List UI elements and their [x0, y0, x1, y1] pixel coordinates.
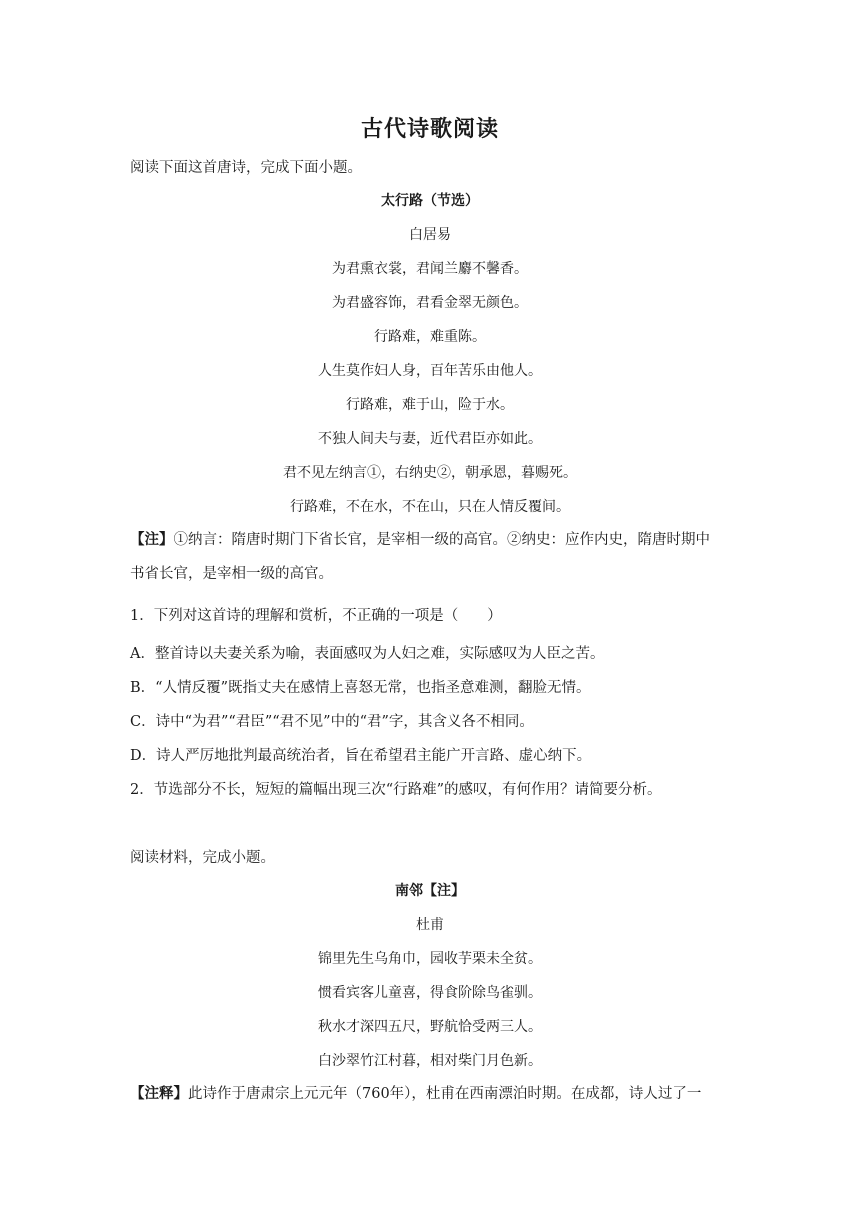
poem1-title: 太行路（节选） — [381, 193, 479, 209]
poem1-note-cont: 书省长官，是宰相一级的高官。 — [130, 566, 333, 582]
page-title: 古代诗歌阅读 — [360, 116, 499, 142]
poem2-title-text: 南邻 — [395, 883, 423, 899]
note-text: 此诗作于唐肃宗上元元年（760年），杜甫在西南漂泊时期。在成都，诗人过了一 — [188, 1086, 702, 1102]
option-a: A．整首诗以夫妻关系为喻，表面感叹为人妇之难，实际感叹为人臣之苦。 — [130, 646, 605, 662]
poem2-author: 杜甫 — [416, 917, 444, 933]
poem1-line: 为君盛容饰，君看金翠无颜色。 — [332, 295, 528, 311]
question-1: 1．下列对这首诗的理解和赏析，不正确的一项是（ ） — [130, 608, 502, 624]
poem2-title-note: 【注】 — [423, 883, 465, 899]
poem2-line: 秋水才深四五尺，野航恰受两三人。 — [318, 1019, 542, 1035]
poem1-note — [130, 528, 730, 549]
note-label: 【注】 — [130, 531, 174, 548]
section1-intro: 阅读下面这首唐诗，完成下面小题。 — [130, 160, 362, 176]
option-d: D．诗人严厉地批判最高统治者，旨在希望君主能广开言路、虚心纳下。 — [130, 748, 592, 764]
poem1-line: 行路难，难于山，险于水。 — [346, 397, 514, 413]
note-label: 【注释】 — [130, 1085, 188, 1102]
poem2-line: 白沙翠竹江村暮，相对柴门月色新。 — [318, 1053, 542, 1069]
question-2: 2．节选部分不长，短短的篇幅出现三次“行路难”的感叹，有何作用？请简要分析。 — [130, 782, 662, 798]
poem1-author: 白居易 — [409, 227, 451, 243]
poem2-line: 惯看宾客儿童喜，得食阶除鸟雀驯。 — [318, 985, 542, 1001]
section2-intro: 阅读材料，完成小题。 — [130, 850, 275, 866]
option-b: B．“人情反覆”既指丈夫在感情上喜怒无常，也指圣意难测，翻脸无情。 — [130, 680, 591, 696]
note-text: ①纳言：隋唐时期门下省长官，是宰相一级的高官。②纳史：应作内史，隋唐时期中 — [173, 532, 710, 548]
poem1-line: 行路难，难重陈。 — [374, 329, 486, 345]
poem2-note — [130, 1082, 730, 1103]
poem1-line: 人生莫作妇人身，百年苦乐由他人。 — [318, 363, 542, 379]
poem1-line: 君不见左纳言①，右纳史②，朝承恩，暮赐死。 — [283, 465, 577, 481]
poem2-line: 锦里先生乌角巾，园收芋栗未全贫。 — [318, 951, 542, 967]
poem2-title — [0, 880, 860, 900]
poem1-line: 行路难，不在水，不在山，只在人情反覆间。 — [290, 499, 570, 515]
poem1-line: 不独人间夫与妻，近代君臣亦如此。 — [318, 431, 542, 447]
poem1-line: 为君熏衣裳，君闻兰麝不馨香。 — [332, 261, 528, 277]
option-c: C．诗中“为君”“君臣”“君不见”中的“君”字，其含义各不相同。 — [130, 714, 534, 730]
